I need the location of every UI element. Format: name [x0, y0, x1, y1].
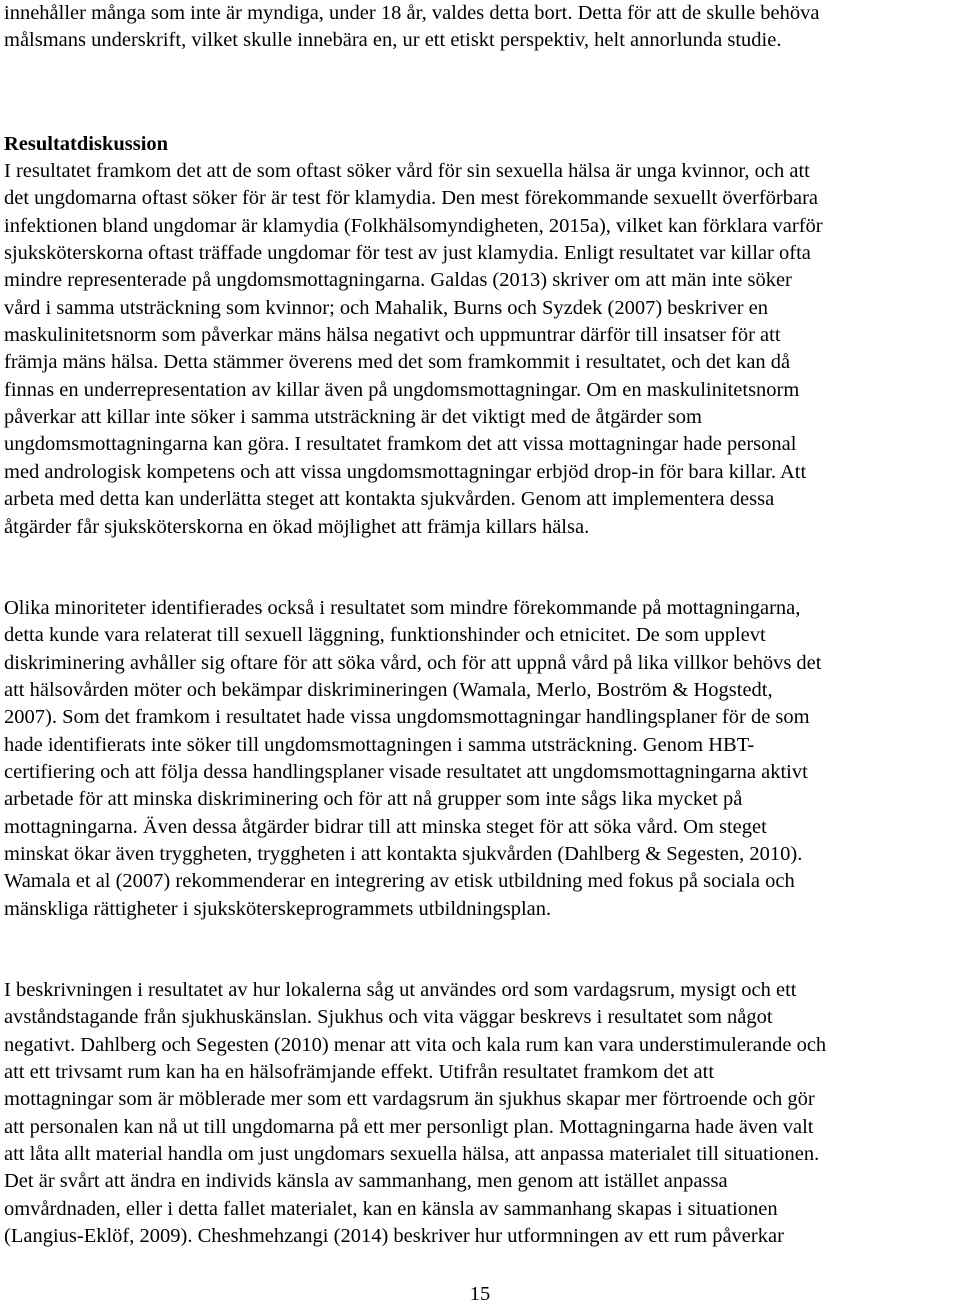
- text-line: åtgärder får sjuksköterskorna en ökad möjlighet att främja killars hälsa.: [4, 515, 590, 538]
- text-line: avståndstagande från sjukhuskänslan. Sjukhus och vita väggar beskrevs i resultatet som något: [4, 1006, 773, 1029]
- text-line: ungdomsmottagningarna kan göra. I resultatet framkom det att vissa mottagningar hade personal: [4, 433, 797, 456]
- text-line: mänskliga rättigheter i sjuksköterskeprogrammets utbildningsplan.: [4, 897, 552, 920]
- text-line: att personalen kan nå ut till ungdomarna på ett mer personligt plan. Mottagningarna hade även valt: [4, 1115, 814, 1138]
- text-line: (Langius-Eklöf, 2009). Cheshmehzangi (2014) beskriver hur utformningen av ett rum påverkar: [4, 1225, 784, 1248]
- text-line: sjuksköterskorna oftast träffade ungdomar för test av just klamydia. Enligt resultatet var killar ofta: [4, 242, 811, 265]
- spacer: [4, 923, 956, 977]
- text-line: innehåller många som inte är myndiga, under 18 år, valdes detta bort. Detta för att de skulle behöva: [4, 2, 820, 24]
- page-number: 15: [469, 1283, 491, 1305]
- text-line: negativt. Dahlberg och Segesten (2010) menar att vita och kala rum kan vara understimulerande och: [4, 1033, 827, 1056]
- text-line: hade identifierats inte söker till ungdomsmottagningen i samma utsträckning. Genom HBT-: [4, 733, 755, 756]
- text-line: maskulinitetsnorm som påverkar mäns hälsa negativt och uppmuntrar därför till insatser för att: [4, 324, 781, 347]
- text-line: att hälsovården möter och bekämpar diskrimineringen (Wamala, Merlo, Boström & Hogstedt,: [4, 678, 773, 701]
- text-line: vård i samma utsträckning som kvinnor; och Mahalik, Burns och Syzdek (2007) beskriver en: [4, 296, 769, 319]
- text-line: att låta allt material handla om just ungdomars sexuella hälsa, att anpassa materialet till situationen.: [4, 1143, 820, 1166]
- text-line: detta kunde vara relaterat till sexuell läggning, funktionshinder och etnicitet. De som upplevt: [4, 624, 766, 647]
- paragraph-3: [4, 977, 956, 1250]
- text-line: målsmans underskrift, vilket skulle innebära en, ur ett etiskt perspektiv, helt annorlunda studie.: [4, 29, 782, 52]
- text-line: med andrologisk kompetens och att vissa ungdomsmottagningar erbjöd drop-in för bara killar. Att: [4, 460, 807, 483]
- text-line: certifiering och att följa dessa handlingsplaner visade resultatet att ungdomsmottagningarna aktivt: [4, 760, 808, 783]
- text-line: det ungdomarna oftast söker för är test för klamydia. Den mest förekommande sexuellt överförbara: [4, 187, 819, 210]
- spacer: [4, 541, 956, 595]
- text-line: påverkar att killar inte söker i samma utsträckning är det viktigt med de åtgärder som: [4, 406, 702, 429]
- text-line: finnas en underrepresentation av killar även på ungdomsmottagningar. Om en maskulinitetsnorm: [4, 378, 800, 401]
- text-line: Olika minoriteter identifierades också i resultatet som mindre förekommande på mottagningarna,: [4, 596, 801, 619]
- text-line: arbetade för att minska diskriminering och för att nå grupper som inte sågs lika mycket på: [4, 788, 743, 811]
- text-line: minskat ökar även tryggheten, tryggheten i att kontakta sjukvården (Dahlberg & Segesten, 2010).: [4, 842, 803, 865]
- intro-paragraph: [4, 0, 956, 55]
- text-line: Det är svårt att ändra en individs känsla av sammanhang, men genom att istället anpassa: [4, 1170, 728, 1193]
- text-line: I beskrivningen i resultatet av hur lokalerna såg ut användes ord som vardagsrum, mysigt och ett: [4, 978, 797, 1001]
- paragraph-1: [4, 158, 956, 541]
- text-line: diskriminering avhåller sig oftare för att söka vård, och för att uppnå vård på lika villkor behövs det: [4, 651, 822, 674]
- spacer: [4, 55, 956, 131]
- text-line: att ett trivsamt rum kan ha en hälsofrämjande effekt. Utifrån resultatet framkom det att: [4, 1061, 715, 1083]
- section-heading: Resultatdiskussion: [4, 132, 169, 155]
- document-page: [4, 0, 956, 1250]
- paragraph-2: [4, 595, 956, 923]
- text-line: mindre representerade på ungdomsmottagningarna. Galdas (2013) skriver om att män inte söker: [4, 269, 792, 292]
- text-line: mottagningar som är möblerade mer som ett vardagsrum än sjukhus skapar mer förtroende och gör: [4, 1088, 815, 1111]
- text-line: mottagningarna. Även dessa åtgärder bidrar till att minska steget för att söka vård. Om steget: [4, 815, 767, 838]
- text-line: Wamala et al (2007) rekommenderar en integrering av etisk utbildning med fokus på sociala och: [4, 870, 795, 893]
- text-line: I resultatet framkom det att de som oftast söker vård för sin sexuella hälsa är unga kvinnor, och att: [4, 160, 810, 183]
- text-line: omvårdnaden, eller i detta fallet materialet, kan en känsla av sammanhang skapas i situationen: [4, 1197, 778, 1220]
- text-line: 2007). Som det framkom i resultatet hade vissa ungdomsmottagningar handlingsplaner för de som: [4, 706, 810, 729]
- text-line: främja mäns hälsa. Detta stämmer överens med det som framkommit i resultatet, och det kan då: [4, 351, 791, 374]
- text-line: arbeta med detta kan underlätta steget att kontakta sjukvården. Genom att implementera dessa: [4, 488, 775, 511]
- text-line: infektionen bland ungdomar är klamydia (Folkhälsomyndigheten, 2015a), vilket kan förklara varför: [4, 214, 823, 237]
